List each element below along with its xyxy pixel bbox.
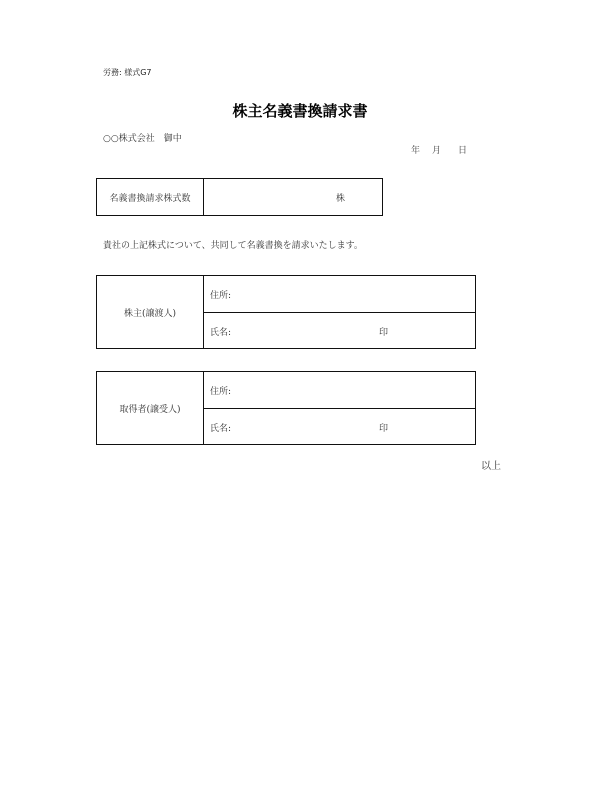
transferee-address-label: 住所:	[210, 387, 232, 397]
transferee-address-field[interactable]	[204, 372, 475, 408]
date-day-label: 日	[458, 146, 468, 156]
transferor-address-field[interactable]	[204, 276, 475, 312]
transferor-name-field[interactable]	[204, 312, 475, 349]
transferor-fields	[204, 276, 475, 348]
transferor-seal-mark: 印	[379, 327, 389, 338]
transferor-role-label: 株主(譲渡人)	[97, 276, 204, 348]
share-unit-label: 株	[336, 194, 346, 204]
transferee-role-label: 取得者(譲受人)	[97, 372, 204, 444]
document-title: 株主名義書換請求書	[232, 102, 368, 120]
transferor-box	[96, 275, 476, 349]
transferee-name-label: 氏名:	[210, 423, 232, 434]
transferee-name-field[interactable]	[204, 408, 475, 445]
date-month-label: 月	[432, 146, 442, 156]
share-count-label: 名義書換請求株式数	[97, 179, 204, 215]
transferee-seal-mark: 印	[379, 423, 389, 434]
date-year-label: 年	[411, 146, 421, 156]
addressee: ○○株式会社 御中	[103, 134, 182, 144]
transferee-fields	[204, 372, 475, 444]
transferor-name-label: 氏名:	[210, 327, 232, 338]
transferor-address-label: 住所:	[210, 291, 232, 301]
date-line	[411, 143, 467, 156]
request-statement: 貴社の上記株式について、共同して名義書換を請求いたします。	[103, 241, 363, 251]
form-code: 労務: 様式G7	[103, 68, 152, 77]
share-count-box	[96, 178, 383, 216]
share-count-field[interactable]	[204, 179, 382, 215]
transferee-box	[96, 371, 476, 445]
closing-mark: 以上	[481, 461, 501, 472]
